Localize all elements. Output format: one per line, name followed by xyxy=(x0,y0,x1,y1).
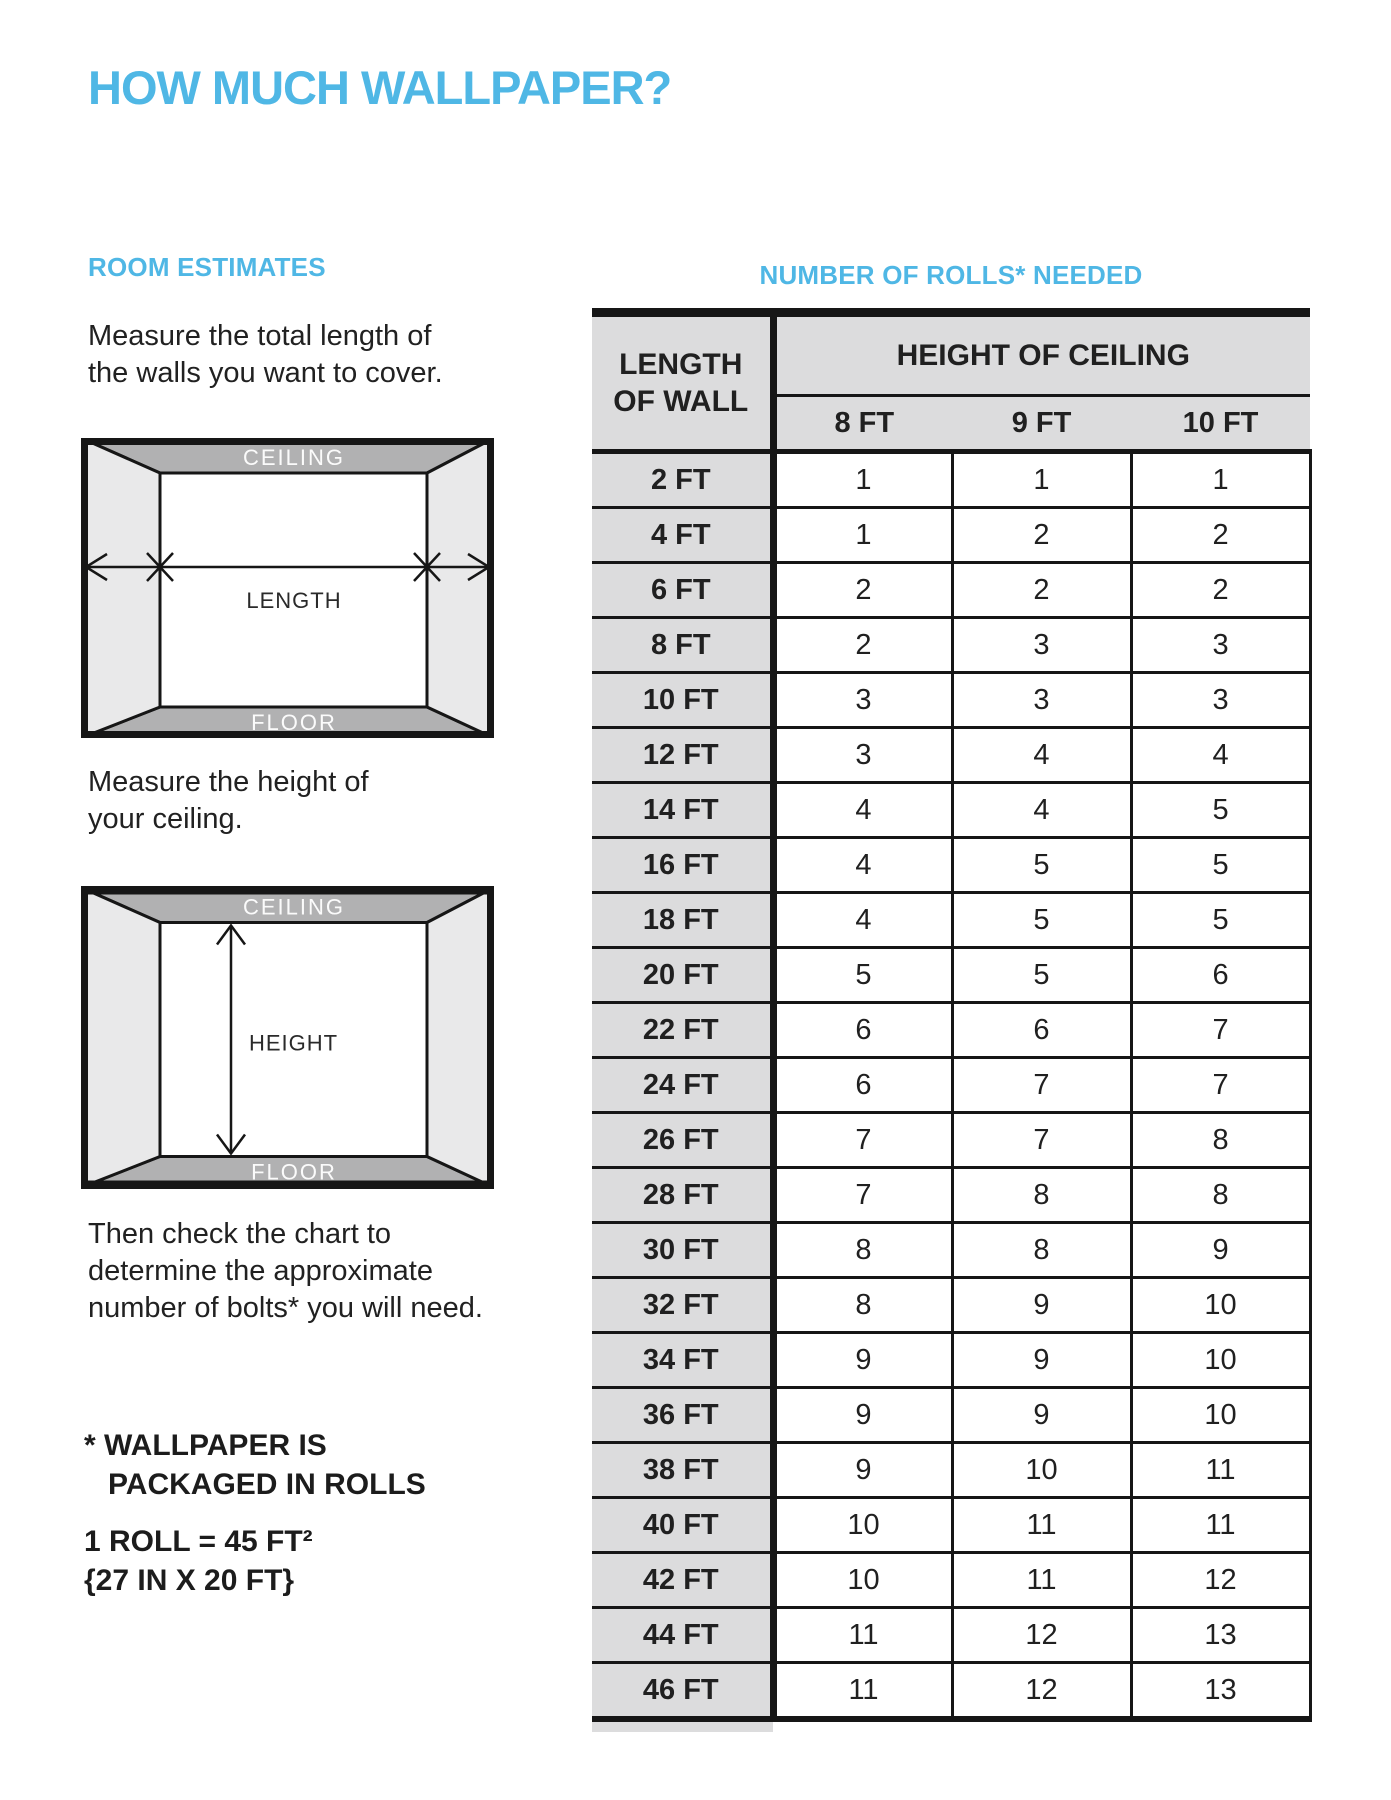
corner-header-line: OF WALL xyxy=(613,385,749,418)
cell-value: 9 xyxy=(773,1388,952,1443)
cell-value: 3 xyxy=(1131,673,1310,728)
cell-value: 8 xyxy=(1131,1168,1310,1223)
table-row xyxy=(592,1608,1310,1663)
length-label: LENGTH xyxy=(246,588,342,613)
row-label: 2 FT xyxy=(592,452,773,508)
table-row xyxy=(592,563,1310,618)
floor-label: FLOOR xyxy=(251,1159,337,1185)
cell-value: 13 xyxy=(1131,1663,1310,1720)
row-label: 38 FT xyxy=(592,1443,773,1498)
rolls-needed-heading: NUMBER OF ROLLS* NEEDED xyxy=(759,260,1143,290)
roll-size-line: {27 IN X 20 FT} xyxy=(84,1564,295,1597)
right-wall-panel xyxy=(427,438,494,738)
col-header: 10 FT xyxy=(1131,396,1310,452)
rolls-table xyxy=(592,308,1312,1722)
row-label: 14 FT xyxy=(592,783,773,838)
table-row xyxy=(592,1498,1310,1553)
cell-value: 2 xyxy=(1131,508,1310,563)
cell-value: 2 xyxy=(773,563,952,618)
cell-value: 3 xyxy=(952,618,1131,673)
cell-value: 6 xyxy=(1131,948,1310,1003)
cell-value: 2 xyxy=(952,508,1131,563)
cell-value: 9 xyxy=(1131,1223,1310,1278)
table-row xyxy=(592,893,1310,948)
paragraph-measure-length xyxy=(88,318,443,392)
cell-value: 13 xyxy=(1131,1608,1310,1663)
cell-value: 11 xyxy=(1131,1443,1310,1498)
row-label: 4 FT xyxy=(592,508,773,563)
cell-value: 5 xyxy=(1131,893,1310,948)
row-label: 12 FT xyxy=(592,728,773,783)
table-row xyxy=(592,508,1310,563)
table-row xyxy=(592,1223,1310,1278)
table-row xyxy=(592,728,1310,783)
cell-value: 8 xyxy=(952,1223,1131,1278)
cell-value: 1 xyxy=(1131,452,1310,508)
room-height-diagram xyxy=(81,886,494,1189)
cell-value: 10 xyxy=(773,1553,952,1608)
cell-value: 12 xyxy=(952,1608,1131,1663)
room-estimates-heading: ROOM ESTIMATES xyxy=(88,252,326,282)
cell-value: 7 xyxy=(1131,1058,1310,1113)
cell-value: 5 xyxy=(773,948,952,1003)
paragraph-line: the walls you want to cover. xyxy=(88,357,443,389)
row-label: 36 FT xyxy=(592,1388,773,1443)
table-row xyxy=(592,1443,1310,1498)
cell-value: 10 xyxy=(952,1443,1131,1498)
cell-value: 7 xyxy=(773,1168,952,1223)
row-label: 26 FT xyxy=(592,1113,773,1168)
cell-value: 3 xyxy=(952,673,1131,728)
row-label: 10 FT xyxy=(592,673,773,728)
table-row xyxy=(592,1333,1310,1388)
paragraph-line: number of bolts* you will need. xyxy=(88,1292,483,1324)
table-row xyxy=(592,673,1310,728)
cell-value: 4 xyxy=(773,783,952,838)
cell-value: 10 xyxy=(1131,1278,1310,1333)
row-label: 6 FT xyxy=(592,563,773,618)
roll-size-note xyxy=(84,1522,313,1600)
table-row xyxy=(592,1003,1310,1058)
cell-value: 10 xyxy=(773,1498,952,1553)
table-row xyxy=(592,1168,1310,1223)
left-wall-panel xyxy=(81,888,160,1188)
cell-value: 9 xyxy=(773,1333,952,1388)
rolls-table-head xyxy=(592,313,1310,452)
cell-value: 8 xyxy=(1131,1113,1310,1168)
floor-label: FLOOR xyxy=(251,710,337,735)
corner-header xyxy=(592,313,773,452)
rolls-table-container xyxy=(592,308,1312,1732)
table-row xyxy=(592,1113,1310,1168)
cell-value: 4 xyxy=(952,783,1131,838)
row-label: 40 FT xyxy=(592,1498,773,1553)
paragraph-line: Then check the chart to xyxy=(88,1218,392,1250)
row-label: 46 FT xyxy=(592,1663,773,1720)
cell-value: 9 xyxy=(952,1278,1131,1333)
cell-value: 4 xyxy=(773,893,952,948)
table-row xyxy=(592,948,1310,1003)
cell-value: 8 xyxy=(773,1278,952,1333)
cell-value: 11 xyxy=(1131,1498,1310,1553)
cell-value: 3 xyxy=(1131,618,1310,673)
row-label: 16 FT xyxy=(592,838,773,893)
cell-value: 3 xyxy=(773,728,952,783)
paragraph-line: Measure the height of xyxy=(88,766,369,798)
table-row xyxy=(592,1388,1310,1443)
table-row xyxy=(592,1058,1310,1113)
cell-value: 3 xyxy=(773,673,952,728)
cell-value: 6 xyxy=(773,1058,952,1113)
cell-value: 4 xyxy=(1131,728,1310,783)
height-label: HEIGHT xyxy=(249,1030,339,1056)
row-label: 28 FT xyxy=(592,1168,773,1223)
wallpaper-footnote xyxy=(84,1426,426,1504)
cell-value: 1 xyxy=(773,508,952,563)
cell-value: 9 xyxy=(952,1388,1131,1443)
row-label: 42 FT xyxy=(592,1553,773,1608)
table-row xyxy=(592,783,1310,838)
table-row xyxy=(592,618,1310,673)
page-title: HOW MUCH WALLPAPER? xyxy=(88,61,672,114)
cell-value: 1 xyxy=(952,452,1131,508)
cell-value: 11 xyxy=(773,1663,952,1720)
cell-value: 5 xyxy=(952,838,1131,893)
cell-value: 9 xyxy=(773,1443,952,1498)
room-length-diagram xyxy=(81,438,494,738)
cell-value: 7 xyxy=(773,1113,952,1168)
row-label: 32 FT xyxy=(592,1278,773,1333)
row-label: 8 FT xyxy=(592,618,773,673)
ceiling-label: CEILING xyxy=(242,894,346,920)
footnote-line: PACKAGED IN ROLLS xyxy=(108,1468,426,1501)
cell-value: 11 xyxy=(952,1553,1131,1608)
table-row xyxy=(592,1663,1310,1720)
cell-value: 4 xyxy=(952,728,1131,783)
right-wall-panel xyxy=(427,888,494,1188)
roll-size-line: 1 ROLL = 45 FT² xyxy=(84,1525,313,1558)
paragraph-line: determine the approximate xyxy=(88,1255,433,1287)
cell-value: 5 xyxy=(952,893,1131,948)
cell-value: 5 xyxy=(1131,783,1310,838)
cell-value: 10 xyxy=(1131,1388,1310,1443)
cell-value: 11 xyxy=(952,1498,1131,1553)
cell-value: 5 xyxy=(952,948,1131,1003)
cell-value: 4 xyxy=(773,838,952,893)
row-label: 20 FT xyxy=(592,948,773,1003)
cell-value: 7 xyxy=(952,1058,1131,1113)
paragraph-line: your ceiling. xyxy=(88,803,243,835)
cell-value: 8 xyxy=(773,1223,952,1278)
table-row xyxy=(592,1278,1310,1333)
paragraph-measure-height xyxy=(88,764,369,838)
cell-value: 1 xyxy=(773,452,952,508)
table-underhang xyxy=(592,1722,773,1732)
cell-value: 7 xyxy=(1131,1003,1310,1058)
cell-value: 12 xyxy=(1131,1553,1310,1608)
row-label: 24 FT xyxy=(592,1058,773,1113)
col-header: 8 FT xyxy=(773,396,952,452)
table-row xyxy=(592,452,1310,508)
cell-value: 12 xyxy=(952,1663,1131,1720)
paragraph-check-chart xyxy=(88,1216,483,1327)
cell-value: 2 xyxy=(773,618,952,673)
corner-header-line: LENGTH xyxy=(619,348,743,381)
row-label: 30 FT xyxy=(592,1223,773,1278)
row-label: 44 FT xyxy=(592,1608,773,1663)
table-header-row xyxy=(592,313,1310,396)
cell-value: 7 xyxy=(952,1113,1131,1168)
group-header: HEIGHT OF CEILING xyxy=(773,313,1310,396)
table-row xyxy=(592,1553,1310,1608)
paragraph-line: Measure the total length of xyxy=(88,320,432,352)
cell-value: 10 xyxy=(1131,1333,1310,1388)
footnote-line: * WALLPAPER IS xyxy=(84,1429,327,1462)
cell-value: 2 xyxy=(1131,563,1310,618)
cell-value: 11 xyxy=(773,1608,952,1663)
cell-value: 9 xyxy=(952,1333,1131,1388)
ceiling-label: CEILING xyxy=(242,445,346,470)
row-label: 18 FT xyxy=(592,893,773,948)
cell-value: 5 xyxy=(1131,838,1310,893)
row-label: 22 FT xyxy=(592,1003,773,1058)
cell-value: 2 xyxy=(952,563,1131,618)
cell-value: 8 xyxy=(952,1168,1131,1223)
table-row xyxy=(592,838,1310,893)
cell-value: 6 xyxy=(952,1003,1131,1058)
col-header: 9 FT xyxy=(952,396,1131,452)
rolls-table-body xyxy=(592,452,1310,1720)
row-label: 34 FT xyxy=(592,1333,773,1388)
cell-value: 6 xyxy=(773,1003,952,1058)
left-wall-panel xyxy=(81,438,160,738)
